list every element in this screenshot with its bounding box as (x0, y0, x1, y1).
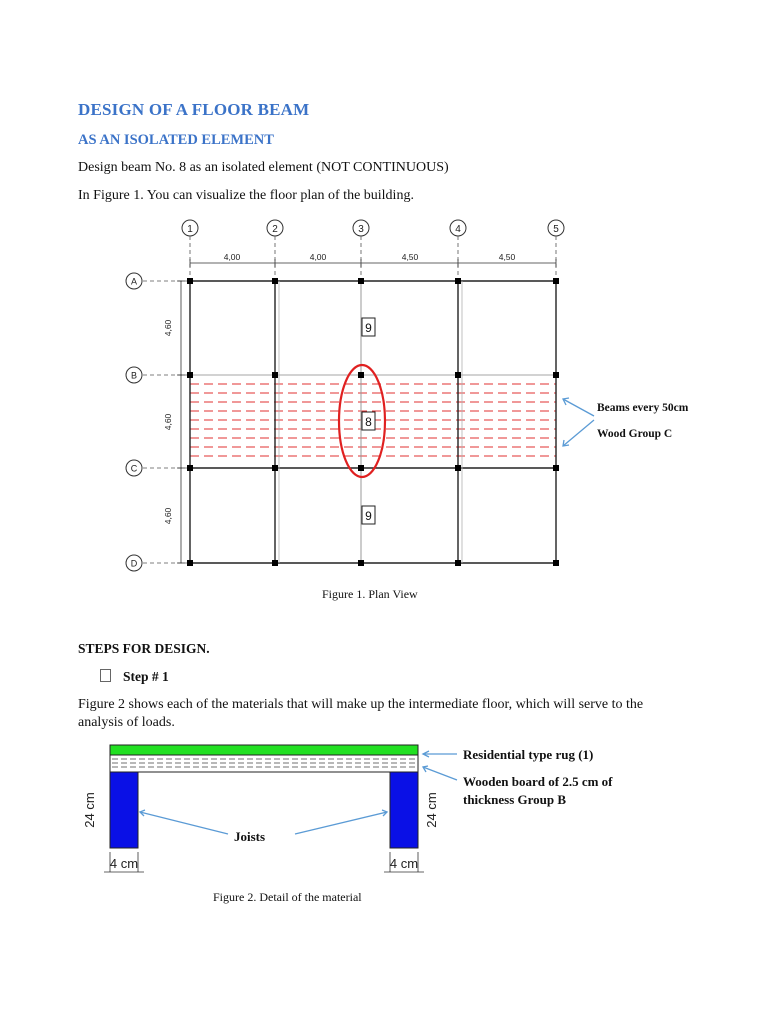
row-span-label-2: 4,60 (163, 413, 173, 431)
beam-label-9-bottom: 9 (365, 509, 372, 523)
materials-paragraph: Figure 2 shows each of the materials that will make up the intermediate floor, which will serve to the analysis of loads. (78, 697, 644, 730)
step-1-label: Step # 1 (123, 669, 169, 684)
row-label-d: D (130, 558, 138, 569)
axis-label-3: 3 (358, 224, 364, 235)
section-subtitle: AS AN ISOLATED ELEMENT (78, 132, 274, 148)
axis-label-1: 1 (187, 224, 193, 235)
span-label-4: 4,50 (498, 252, 516, 262)
rug-label: Residential type rug (1) (463, 747, 594, 762)
steps-heading: STEPS FOR DESIGN. (78, 641, 210, 656)
span-label-3: 4,50 (401, 252, 419, 262)
figure-1-plan-view (0, 210, 768, 605)
row-label-b: B (130, 370, 138, 381)
row-span-label-1: 4,60 (163, 319, 173, 337)
joist-right (390, 772, 418, 848)
figure-reference-paragraph: In Figure 1. You can visualize the floor plan of the building. (78, 188, 414, 203)
row-span-label-3: 4,60 (163, 507, 173, 525)
height-label-left: 24 cm (82, 792, 97, 828)
step-1 (100, 669, 169, 685)
page-title: DESIGN OF A FLOOR BEAM (78, 100, 310, 119)
beam-label-9-top: 9 (365, 321, 372, 335)
span-label-2: 4,00 (309, 252, 327, 262)
wooden-board-layer (110, 755, 418, 772)
figure-1-caption: Figure 1. Plan View (322, 587, 418, 601)
figure-2-material-detail (0, 735, 768, 885)
annotation-beams-every: Beams every 50cm (597, 402, 689, 414)
board-label-line-1: Wooden board of 2.5 cm of (463, 774, 613, 789)
axis-label-2: 2 (272, 224, 278, 235)
row-label-c: C (130, 463, 138, 474)
board-label-line-2: thickness Group B (463, 792, 567, 807)
rug-layer (110, 745, 418, 755)
axis-bubbles (182, 220, 564, 236)
joist-left (110, 772, 138, 848)
width-label-right: 4 cm (389, 856, 419, 871)
span-label-1: 4,00 (223, 252, 241, 262)
annotation-arrows (563, 398, 594, 446)
beam-label-8: 8 (365, 415, 372, 429)
axis-label-5: 5 (553, 224, 559, 235)
annotation-wood-group: Wood Group C (597, 428, 673, 440)
row-label-a: A (130, 276, 138, 287)
intro-paragraph: Design beam No. 8 as an isolated element (NOT CONTINUOUS) (78, 160, 449, 175)
figure-2-caption: Figure 2. Detail of the material (213, 890, 362, 904)
bullet-box-icon (100, 669, 111, 682)
height-label-right: 24 cm (424, 792, 439, 828)
width-label-left: 4 cm (109, 856, 139, 871)
joists-label: Joists (234, 829, 266, 844)
axis-label-4: 4 (455, 224, 461, 235)
